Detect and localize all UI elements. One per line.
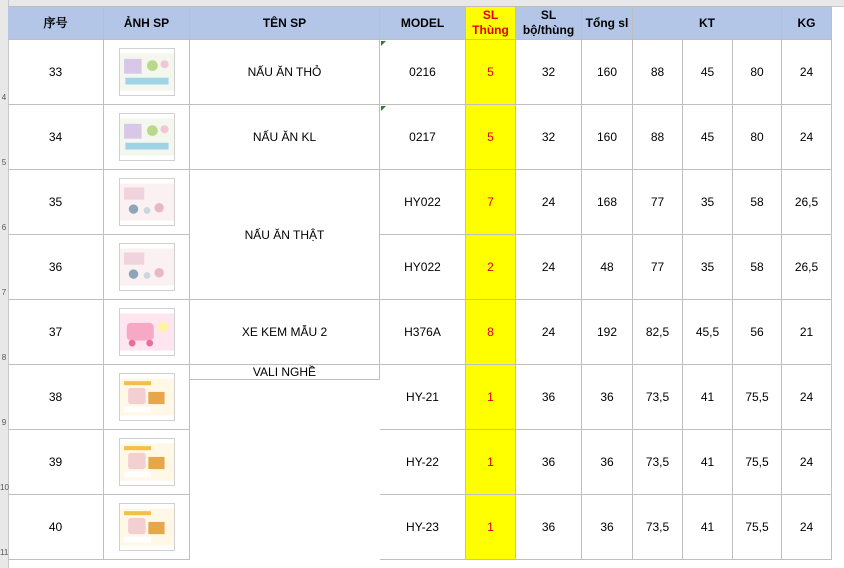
row-number[interactable]: 7 xyxy=(1,288,7,297)
header-sl-bo-thung[interactable]: SL bộ/thùng xyxy=(516,6,582,40)
row-38-kt-dai[interactable]: 73,5 xyxy=(633,365,683,430)
header-kt[interactable]: KT xyxy=(633,6,782,40)
comment-indicator-icon[interactable] xyxy=(381,41,386,46)
header-ten-sp[interactable]: TÊN SP xyxy=(190,6,380,40)
header-model[interactable]: MODEL xyxy=(380,6,466,40)
toy-suitcase-icon[interactable] xyxy=(119,373,175,421)
row-40-kg[interactable]: 24 xyxy=(782,495,832,560)
toy-kitchen-set-icon[interactable] xyxy=(119,48,175,96)
toy-cooking-box-icon[interactable] xyxy=(119,178,175,226)
row-37-kt-cao[interactable]: 56 xyxy=(733,300,782,365)
product-name-nau-an-tho[interactable]: NẤU ĂN THỎ xyxy=(190,40,380,105)
row-33-kg[interactable]: 24 xyxy=(782,40,832,105)
row-number[interactable]: 11 xyxy=(0,548,9,557)
row-39-model[interactable]: HY-22 xyxy=(380,430,466,495)
row-36-kg[interactable]: 26,5 xyxy=(782,235,832,300)
row-39-image-cell[interactable] xyxy=(104,430,190,495)
row-35-sl-thung[interactable]: 7 xyxy=(466,170,516,235)
row-38-image-cell[interactable] xyxy=(104,365,190,430)
row-37-stt[interactable]: 37 xyxy=(8,300,104,365)
row-36-sl-thung[interactable]: 2 xyxy=(466,235,516,300)
row-33-sl-bo[interactable]: 32 xyxy=(516,40,582,105)
product-name-nau-an-that[interactable]: NẤU ĂN THẬT xyxy=(190,170,380,300)
row-number[interactable]: 5 xyxy=(1,158,7,167)
row-number[interactable]: 4 xyxy=(1,93,7,102)
row-36-sl-bo[interactable]: 24 xyxy=(516,235,582,300)
row-36-image-cell[interactable] xyxy=(104,235,190,300)
row-40-kt-cao[interactable]: 75,5 xyxy=(733,495,782,560)
row-35-tong-sl[interactable]: 168 xyxy=(582,170,633,235)
row-36-tong-sl[interactable]: 48 xyxy=(582,235,633,300)
row-34-stt[interactable]: 34 xyxy=(8,105,104,170)
row-37-model[interactable]: H376A xyxy=(380,300,466,365)
row-34-tong-sl[interactable]: 160 xyxy=(582,105,633,170)
row-39-kt-dai[interactable]: 73,5 xyxy=(633,430,683,495)
row-number[interactable]: 10 xyxy=(0,483,9,492)
row-34-kg[interactable]: 24 xyxy=(782,105,832,170)
row-36-kt-rong[interactable]: 35 xyxy=(683,235,733,300)
row-38-model[interactable]: HY-21 xyxy=(380,365,466,430)
row-40-tong-sl[interactable]: 36 xyxy=(582,495,633,560)
row-35-sl-bo[interactable]: 24 xyxy=(516,170,582,235)
row-33-image-cell[interactable] xyxy=(104,40,190,105)
toy-kitchen-set-icon[interactable] xyxy=(119,113,175,161)
row-37-sl-thung[interactable]: 8 xyxy=(466,300,516,365)
row-35-kt-dai[interactable]: 77 xyxy=(633,170,683,235)
header-anh-sp[interactable]: ẢNH SP xyxy=(104,6,190,40)
row-38-stt[interactable]: 38 xyxy=(8,365,104,430)
row-37-tong-sl[interactable]: 192 xyxy=(582,300,633,365)
row-37-kt-rong[interactable]: 45,5 xyxy=(683,300,733,365)
row-36-kt-dai[interactable]: 77 xyxy=(633,235,683,300)
row-33-kt-rong[interactable]: 45 xyxy=(683,40,733,105)
row-38-sl-bo[interactable]: 36 xyxy=(516,365,582,430)
row-35-kt-cao[interactable]: 58 xyxy=(733,170,782,235)
row-40-stt[interactable]: 40 xyxy=(8,495,104,560)
row-40-image-cell[interactable] xyxy=(104,495,190,560)
row-37-sl-bo[interactable]: 24 xyxy=(516,300,582,365)
row-36-stt[interactable]: 36 xyxy=(8,235,104,300)
row-34-image-cell[interactable] xyxy=(104,105,190,170)
row-34-kt-dai[interactable]: 88 xyxy=(633,105,683,170)
product-name-nau-an-kl[interactable]: NẤU ĂN KL xyxy=(190,105,380,170)
row-number[interactable]: 6 xyxy=(1,223,7,232)
header-sl-thung[interactable]: SL Thùng xyxy=(466,6,516,40)
ice-cream-cart-icon[interactable] xyxy=(119,308,175,356)
row-34-model[interactable]: 0217 xyxy=(380,105,466,170)
row-33-tong-sl[interactable]: 160 xyxy=(582,40,633,105)
toy-suitcase-icon[interactable] xyxy=(119,503,175,551)
product-name-vali-nghe[interactable]: VALI NGHỀ xyxy=(190,365,380,380)
row-39-stt[interactable]: 39 xyxy=(8,430,104,495)
row-35-kg[interactable]: 26,5 xyxy=(782,170,832,235)
row-34-sl-bo[interactable]: 32 xyxy=(516,105,582,170)
row-33-sl-thung[interactable]: 5 xyxy=(466,40,516,105)
row-37-kg[interactable]: 21 xyxy=(782,300,832,365)
row-35-stt[interactable]: 35 xyxy=(8,170,104,235)
row-39-sl-bo[interactable]: 36 xyxy=(516,430,582,495)
row-40-model[interactable]: HY-23 xyxy=(380,495,466,560)
comment-indicator-icon[interactable] xyxy=(381,106,386,111)
row-38-sl-thung[interactable]: 1 xyxy=(466,365,516,430)
row-38-kt-cao[interactable]: 75,5 xyxy=(733,365,782,430)
row-39-sl-thung[interactable]: 1 xyxy=(466,430,516,495)
row-35-model[interactable]: HY022 xyxy=(380,170,466,235)
row-33-kt-cao[interactable]: 80 xyxy=(733,40,782,105)
row-33-kt-dai[interactable]: 88 xyxy=(633,40,683,105)
row-35-kt-rong[interactable]: 35 xyxy=(683,170,733,235)
row-33-model[interactable]: 0216 xyxy=(380,40,466,105)
row-40-kt-dai[interactable]: 73,5 xyxy=(633,495,683,560)
row-35-image-cell[interactable] xyxy=(104,170,190,235)
row-34-sl-thung[interactable]: 5 xyxy=(466,105,516,170)
row-39-kg[interactable]: 24 xyxy=(782,430,832,495)
row-34-kt-rong[interactable]: 45 xyxy=(683,105,733,170)
row-40-sl-bo[interactable]: 36 xyxy=(516,495,582,560)
toy-suitcase-icon[interactable] xyxy=(119,438,175,486)
row-39-kt-cao[interactable]: 75,5 xyxy=(733,430,782,495)
header-stt[interactable]: 序号 xyxy=(8,6,104,40)
row-number[interactable]: 8 xyxy=(1,353,7,362)
row-34-kt-cao[interactable]: 80 xyxy=(733,105,782,170)
row-40-sl-thung[interactable]: 1 xyxy=(466,495,516,560)
row-38-kg[interactable]: 24 xyxy=(782,365,832,430)
header-kg[interactable]: KG xyxy=(782,6,832,40)
row-36-kt-cao[interactable]: 58 xyxy=(733,235,782,300)
header-tong-sl[interactable]: Tổng sl xyxy=(582,6,633,40)
row-number[interactable]: 9 xyxy=(1,418,7,427)
row-33-stt[interactable]: 33 xyxy=(8,40,104,105)
row-38-kt-rong[interactable]: 41 xyxy=(683,365,733,430)
row-39-kt-rong[interactable]: 41 xyxy=(683,430,733,495)
row-37-kt-dai[interactable]: 82,5 xyxy=(633,300,683,365)
row-40-kt-rong[interactable]: 41 xyxy=(683,495,733,560)
product-name-xe-kem-mau-2[interactable]: XE KEM MẪU 2 xyxy=(190,300,380,365)
toy-cooking-box-icon[interactable] xyxy=(119,243,175,291)
row-39-tong-sl[interactable]: 36 xyxy=(582,430,633,495)
row-36-model[interactable]: HY022 xyxy=(380,235,466,300)
row-38-tong-sl[interactable]: 36 xyxy=(582,365,633,430)
row-37-image-cell[interactable] xyxy=(104,300,190,365)
